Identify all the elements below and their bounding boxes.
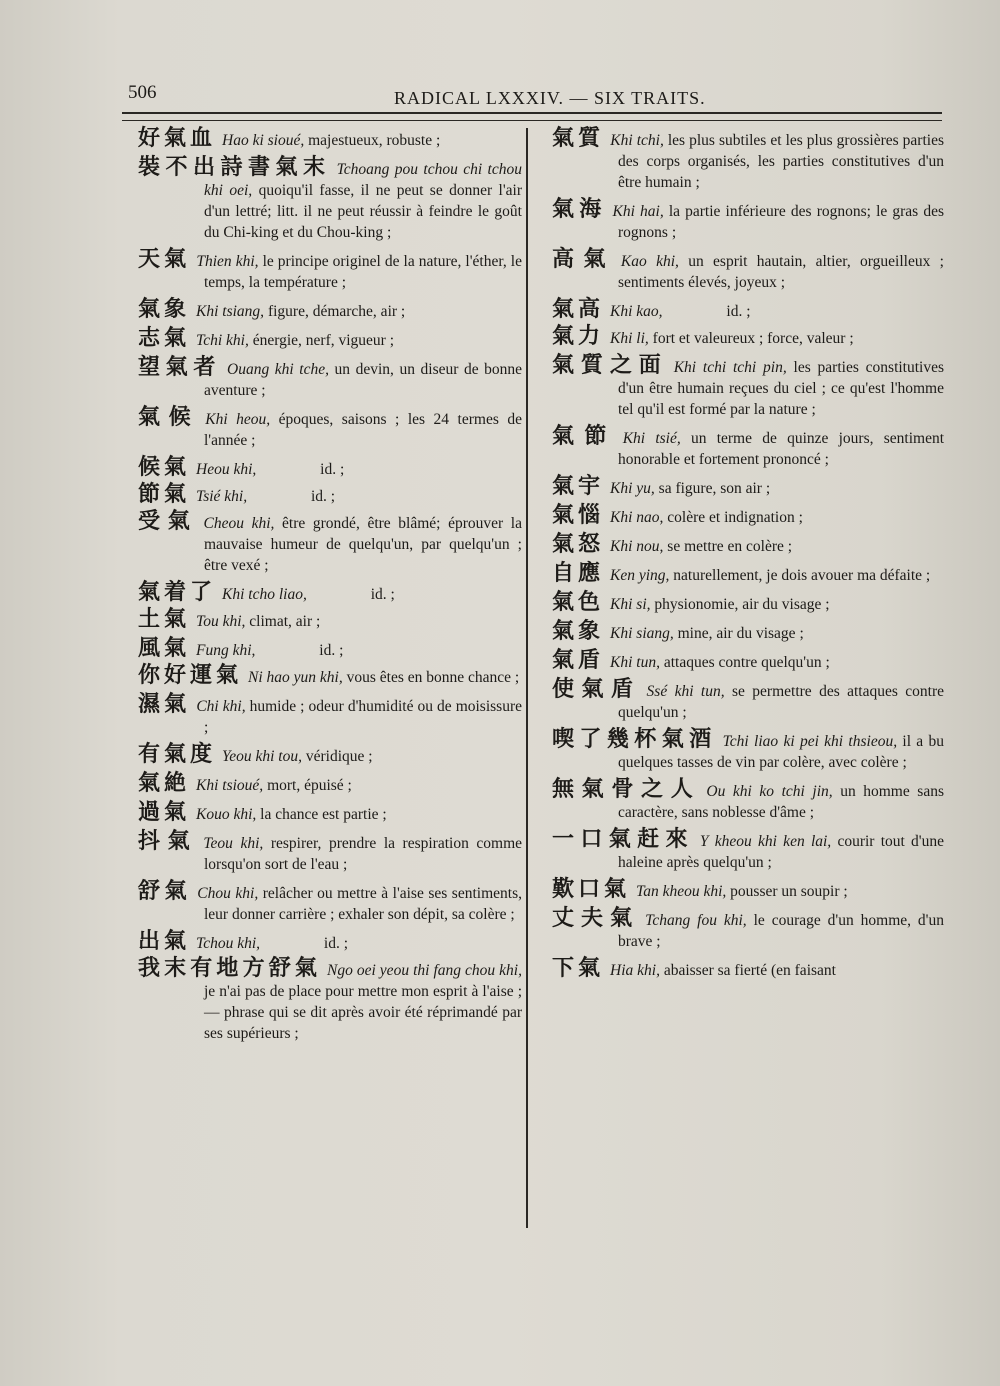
entry-romanization: Khi nou, xyxy=(610,538,664,555)
dictionary-entry xyxy=(552,679,944,723)
entry-definition: être grondé, être blâmé; éprouver la mauvaise humeur de quelqu'un, par quelqu'un ; être vexé ; xyxy=(204,515,522,574)
entry-definition: id. ; xyxy=(319,642,344,659)
entry-hanzi: 風氣 xyxy=(138,636,191,661)
entry-romanization: Tchou khi, xyxy=(196,935,261,952)
dictionary-entry xyxy=(138,157,522,243)
header-rule-top xyxy=(122,112,942,114)
entry-romanization: Ssé khi tun, xyxy=(646,683,725,700)
entry-romanization: Cheou khi, xyxy=(203,515,275,532)
entry-romanization: Khi li, xyxy=(610,330,649,347)
entry-hanzi: 氣宇 xyxy=(552,474,605,499)
entry-romanization: Heou khi, xyxy=(196,461,257,478)
entry-definition: se permettre des attaques contre quelqu'un ; xyxy=(618,683,945,721)
entry-hanzi: 候氣 xyxy=(138,455,191,480)
dictionary-entry xyxy=(138,357,522,401)
dictionary-entry xyxy=(552,592,944,615)
entry-hanzi: 節氣 xyxy=(138,482,191,507)
dictionary-entry xyxy=(138,931,522,954)
entry-romanization: Yeou khi tou, xyxy=(222,748,302,765)
right-column xyxy=(552,128,944,987)
entry-romanization: Tchang fou khi, xyxy=(645,912,747,929)
entry-hanzi: 氣力 xyxy=(552,324,605,349)
entry-romanization: Khi tchi, xyxy=(610,132,664,149)
entry-definition: abaisser sa fierté (en faisant xyxy=(663,962,836,979)
dictionary-entry xyxy=(138,638,522,661)
entry-romanization: Khi tsioué, xyxy=(196,777,264,794)
entry-definition: il a bu quelques tasses de vin par colère, avec colère ; xyxy=(618,733,944,771)
dictionary-entry xyxy=(552,326,944,349)
entry-romanization: Khi tun, xyxy=(610,654,660,671)
dictionary-entry xyxy=(138,609,522,632)
dictionary-entry xyxy=(552,829,944,873)
entry-hanzi: 有氣度 xyxy=(138,742,217,767)
dictionary-entry xyxy=(552,534,944,557)
entry-definition: un homme sans caractère, sans noblesse d'âme ; xyxy=(618,783,944,821)
entry-hanzi: 好氣血 xyxy=(138,126,217,151)
entry-hanzi: 氣絶 xyxy=(138,771,191,796)
dictionary-entry xyxy=(138,128,522,151)
entry-definition: la chance est partie ; xyxy=(260,806,387,823)
entry-romanization: Khi hai, xyxy=(612,203,664,220)
page-number: 506 xyxy=(128,82,157,103)
dictionary-entry xyxy=(138,831,522,875)
dictionary-entry xyxy=(552,729,944,773)
entry-hanzi: 氣怒 xyxy=(552,532,605,557)
entry-romanization: Tchi khi, xyxy=(196,332,249,349)
entry-definition: id. ; xyxy=(370,586,395,603)
entry-definition: colère et indignation ; xyxy=(667,509,803,526)
entry-definition: relâcher ou mettre à l'aise ses sentiments, leur donner carrière ; exhaler son dépit, sa colère ; xyxy=(204,885,522,923)
entry-definition: énergie, nerf, vigueur ; xyxy=(252,332,395,349)
entry-romanization: Chi khi, xyxy=(196,698,246,715)
dictionary-entry xyxy=(138,582,522,605)
entry-definition: id. ; xyxy=(323,935,349,952)
dictionary-entry xyxy=(552,199,944,243)
dictionary-entry xyxy=(552,563,944,586)
entry-definition: majestueux, robuste ; xyxy=(308,132,441,149)
entry-romanization: Khi tchi tchi pin, xyxy=(673,359,787,376)
dictionary-entry xyxy=(138,665,522,688)
entry-hanzi: 氣候 xyxy=(138,405,200,430)
dictionary-entry xyxy=(552,779,944,823)
entry-hanzi: 氣盾 xyxy=(552,648,605,673)
dictionary-entry xyxy=(138,299,522,322)
entry-romanization: Ou khi ko tchi jin, xyxy=(706,783,833,800)
entry-definition: sa figure, son air ; xyxy=(658,480,771,497)
entry-definition: vous êtes en bonne chance ; xyxy=(346,669,520,686)
entry-definition: se mettre en colère ; xyxy=(667,538,793,555)
dictionary-entry xyxy=(552,355,944,420)
entry-hanzi: 無氣骨之人 xyxy=(552,777,701,802)
entry-definition: la partie inférieure des rognons; le gras des rognons ; xyxy=(618,203,944,241)
entry-definition: pousser un soupir ; xyxy=(730,883,848,900)
dictionary-entry xyxy=(138,484,522,507)
entry-hanzi: 氣惱 xyxy=(552,503,605,528)
entry-romanization: Ken ying, xyxy=(610,567,670,584)
entry-hanzi: 自應 xyxy=(552,561,605,586)
entry-definition: le principe originel de la nature, l'éther, le temps, la température ; xyxy=(204,253,522,291)
entry-definition: humide ; odeur d'humidité ou de moisissure ; xyxy=(204,698,522,736)
entry-hanzi: 出氣 xyxy=(138,929,191,954)
entry-romanization: Khi tcho liao, xyxy=(222,586,307,603)
dictionary-entry xyxy=(138,328,522,351)
entry-romanization: Tan kheou khi, xyxy=(636,883,727,900)
dictionary-entry xyxy=(138,881,522,925)
entry-hanzi: 過氣 xyxy=(138,800,191,825)
entry-definition: mort, épuisé ; xyxy=(267,777,352,794)
entry-romanization: Khi si, xyxy=(610,596,651,613)
entry-definition: courir tout d'une haleine après quelqu'un ; xyxy=(618,833,944,871)
entry-romanization: Hia khi, xyxy=(610,962,660,979)
entry-definition: naturellement, je dois avouer ma défaite ; xyxy=(673,567,931,584)
entry-hanzi: 使氣盾 xyxy=(552,677,641,702)
entry-definition: id. ; xyxy=(726,303,751,320)
entry-definition: climat, air ; xyxy=(249,613,321,630)
entry-romanization: Khi tsié, xyxy=(622,430,681,447)
dictionary-entry xyxy=(552,650,944,673)
dictionary-entry xyxy=(552,908,944,952)
entry-romanization: Teou khi, xyxy=(203,835,264,852)
entry-romanization: Chou khi, xyxy=(197,885,259,902)
entry-romanization: Khi nao, xyxy=(610,509,664,526)
entry-hanzi: 歎口氣 xyxy=(552,877,631,902)
entry-definition: un terme de quinze jours, sentiment honorable et fortement prononcé ; xyxy=(618,430,945,468)
entry-definition: physionomie, air du visage ; xyxy=(654,596,830,613)
entry-hanzi: 抖氣 xyxy=(138,829,198,854)
entry-hanzi: 裝不出詩書氣末 xyxy=(138,155,331,180)
entry-definition: mine, air du visage ; xyxy=(677,625,804,642)
entry-hanzi: 高氣 xyxy=(552,247,615,272)
header-rule-bottom xyxy=(122,120,942,121)
entry-romanization: Ouang khi tche, xyxy=(227,361,329,378)
entry-definition: id. ; xyxy=(320,461,345,478)
entry-hanzi: 天氣 xyxy=(138,247,191,272)
entry-romanization: Khi kao, xyxy=(610,303,663,320)
entry-definition: attaques contre quelqu'un ; xyxy=(663,654,830,671)
entry-romanization: Khi yu, xyxy=(610,480,655,497)
entry-hanzi: 氣節 xyxy=(552,424,617,449)
entry-hanzi: 濕氣 xyxy=(138,692,191,717)
entry-hanzi: 你好運氣 xyxy=(138,663,243,688)
entry-romanization: Fung khi, xyxy=(196,642,256,659)
dictionary-entry xyxy=(138,407,522,451)
dictionary-entry xyxy=(552,505,944,528)
dictionary-entry xyxy=(138,249,522,293)
entry-romanization: Khi heou, xyxy=(205,411,271,428)
entry-romanization: Khi tsiang, xyxy=(196,303,265,320)
entry-definition: quoiqu'il fasse, il ne peut se donner l'air d'un lettré; litt. il ne peut réussir à feindre le goût du Chi-king et du Chou-king ; xyxy=(204,182,523,241)
entry-romanization: Tchi liao ki pei khi thsieou, xyxy=(722,733,898,750)
dictionary-entry xyxy=(138,744,522,767)
entry-hanzi: 氣色 xyxy=(552,590,605,615)
entry-definition: id. ; xyxy=(311,488,336,505)
entry-definition: figure, démarche, air ; xyxy=(267,303,406,320)
entry-romanization: Tou khi, xyxy=(196,613,246,630)
entry-hanzi: 我末有地方舒氣 xyxy=(138,956,321,981)
entry-definition: les plus subtiles et les plus grossières parties des corps organisés, les parties constitutives d'un être humain ; xyxy=(618,132,944,191)
entry-hanzi: 土氣 xyxy=(138,607,191,632)
column-divider xyxy=(526,128,528,1228)
entry-hanzi: 一口氣赶來 xyxy=(552,827,694,852)
left-column xyxy=(138,128,522,1050)
entry-hanzi: 氣象 xyxy=(138,297,191,322)
entry-hanzi: 氣高 xyxy=(552,297,605,322)
entry-definition: je n'ai pas de place pour mettre mon esprit à l'aise ; — phrase qui se dit après avoir été réprimandé par ses supérieurs ; xyxy=(204,983,522,1042)
dictionary-entry xyxy=(138,694,522,738)
entry-definition: un esprit hautain, altier, orgueilleux ; sentiments élevés, joyeux ; xyxy=(618,253,944,291)
entry-definition: un devin, un diseur de bonne aventure ; xyxy=(204,361,523,399)
entry-definition: les parties constitutives d'un être humain reçues du ciel ; ce qu'est l'homme tel qu'il est formé par la nature ; xyxy=(618,359,945,418)
dictionary-entry xyxy=(552,476,944,499)
entry-hanzi: 氣質之面 xyxy=(552,353,668,378)
dictionary-entry xyxy=(552,621,944,644)
entry-hanzi: 志氣 xyxy=(138,326,191,351)
dictionary-entry xyxy=(138,802,522,825)
entry-hanzi: 舒氣 xyxy=(138,879,192,904)
dictionary-entry xyxy=(552,958,944,981)
dictionary-entry xyxy=(138,457,522,480)
entry-romanization: Kouo khi, xyxy=(196,806,257,823)
entry-hanzi: 丈夫氣 xyxy=(552,906,640,931)
dictionary-entry xyxy=(138,511,522,576)
entry-hanzi: 喫了幾杯氣酒 xyxy=(552,727,717,752)
entry-hanzi: 氣質 xyxy=(552,126,605,151)
dictionary-entry xyxy=(138,958,522,1044)
entry-hanzi: 下氣 xyxy=(552,956,605,981)
entry-romanization: Khi siang, xyxy=(610,625,674,642)
entry-definition: véridique ; xyxy=(305,748,373,765)
entry-hanzi: 氣象 xyxy=(552,619,605,644)
entry-romanization: Tsié khi, xyxy=(196,488,248,505)
entry-definition: respirer, prendre la respiration comme lorsqu'on sort de l'eau ; xyxy=(204,835,523,873)
running-title: RADICAL LXXXIV. — SIX TRAITS. xyxy=(394,88,706,108)
entry-hanzi: 氣海 xyxy=(552,197,607,222)
dictionary-entry xyxy=(552,128,944,193)
dictionary-entry xyxy=(552,879,944,902)
entry-definition: fort et valeureux ; force, valeur ; xyxy=(652,330,854,347)
running-header xyxy=(122,82,942,112)
entry-definition: le courage d'un homme, d'un brave ; xyxy=(618,912,944,950)
dictionary-entry xyxy=(552,299,944,322)
dictionary-entry xyxy=(552,426,944,470)
entry-hanzi: 氣着了 xyxy=(138,580,217,605)
dictionary-entry xyxy=(138,773,522,796)
entry-romanization: Tchoang pou tchou chi tchou khi oei, xyxy=(204,161,522,199)
entry-romanization: Y kheou khi ken lai, xyxy=(699,833,832,850)
entry-romanization: Hao ki sioué, xyxy=(222,132,305,149)
entry-hanzi: 受氣 xyxy=(138,509,198,534)
entry-romanization: Kao khi, xyxy=(620,253,679,270)
dictionary-entry xyxy=(552,249,944,293)
entry-definition: époques, saisons ; les 24 termes de l'année ; xyxy=(204,411,522,449)
entry-romanization: Ngo oei yeou thi fang chou khi, xyxy=(327,962,522,979)
entry-romanization: Ni hao yun khi, xyxy=(248,669,343,686)
entry-hanzi: 望氣者 xyxy=(138,355,222,380)
entry-romanization: Thien khi, xyxy=(196,253,259,270)
